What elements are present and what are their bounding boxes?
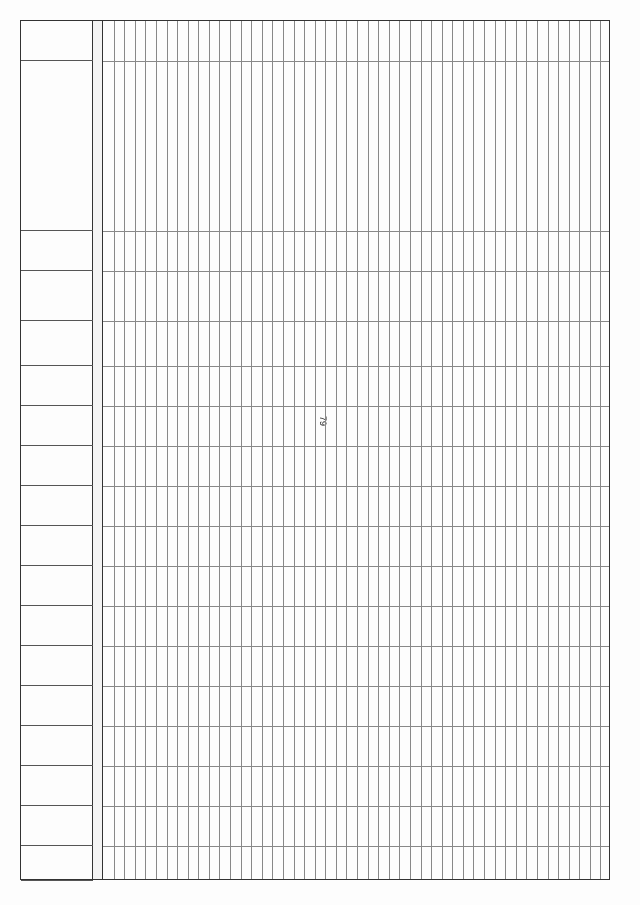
header-cell — [21, 406, 93, 446]
table-column-divider — [103, 566, 609, 567]
header-cell — [21, 766, 93, 806]
table-row-divider — [463, 21, 464, 879]
table-column-divider — [103, 806, 609, 807]
table-row-divider — [590, 21, 591, 879]
table-row-divider — [600, 21, 601, 879]
table-row-divider — [219, 21, 220, 879]
table-row-divider — [452, 21, 453, 879]
header-cell — [21, 231, 93, 271]
table-column-divider — [103, 486, 609, 487]
header-cell — [21, 846, 93, 881]
table-row-divider — [357, 21, 358, 879]
table-row-divider — [283, 21, 284, 879]
table-row-divider — [389, 21, 390, 879]
table-row-divider — [251, 21, 252, 879]
table-row-divider — [495, 21, 496, 879]
table-row-divider — [399, 21, 400, 879]
table-column-divider — [103, 61, 609, 62]
page-number: 79 — [318, 415, 329, 427]
table-row-divider — [526, 21, 527, 879]
header-cell — [21, 726, 93, 766]
table-row-divider — [537, 21, 538, 879]
table-row-divider — [346, 21, 347, 879]
table-row-divider — [272, 21, 273, 879]
table-column-divider — [103, 846, 609, 847]
header-cell — [21, 271, 93, 321]
table-row-divider — [198, 21, 199, 879]
table-row-divider — [505, 21, 506, 879]
table-row-divider — [124, 21, 125, 879]
header-cell — [21, 321, 93, 366]
table-row-divider — [188, 21, 189, 879]
header-cell — [21, 646, 93, 686]
table-column-divider — [103, 321, 609, 322]
table-row-divider — [378, 21, 379, 879]
table-row-divider — [410, 21, 411, 879]
table-column-divider — [103, 406, 609, 407]
table-column-divider — [103, 366, 609, 367]
table-row-divider — [548, 21, 549, 879]
table-row-divider — [473, 21, 474, 879]
header-cell — [21, 21, 93, 61]
table-row-divider — [114, 21, 115, 879]
table-column-divider — [103, 646, 609, 647]
header-cell — [21, 526, 93, 566]
header-cell — [21, 446, 93, 486]
header-cell — [21, 606, 93, 646]
table-column-divider — [103, 766, 609, 767]
table-row-divider — [569, 21, 570, 879]
table-body — [103, 21, 609, 879]
table-column-divider — [103, 726, 609, 727]
table-row-divider — [315, 21, 316, 879]
table-row-divider — [484, 21, 485, 879]
table-row-divider — [558, 21, 559, 879]
table-row-divider — [304, 21, 305, 879]
table-row-divider — [230, 21, 231, 879]
table-column-divider — [103, 271, 609, 272]
register-table — [20, 20, 610, 880]
table-row-divider — [167, 21, 168, 879]
table-column-divider — [103, 526, 609, 527]
table-column-divider — [103, 606, 609, 607]
table-column-divider — [103, 231, 609, 232]
header-cell — [21, 366, 93, 406]
table-row-divider — [421, 21, 422, 879]
table-row-divider — [336, 21, 337, 879]
table-header — [21, 21, 93, 879]
table-row-divider — [177, 21, 178, 879]
table-row-divider — [431, 21, 432, 879]
table-row-divider — [262, 21, 263, 879]
table-row-divider — [516, 21, 517, 879]
table-row-divider — [294, 21, 295, 879]
header-cell — [21, 486, 93, 526]
header-cell — [21, 686, 93, 726]
table-row-divider — [325, 21, 326, 879]
table-row-divider — [241, 21, 242, 879]
table-row-divider — [135, 21, 136, 879]
header-cell — [21, 806, 93, 846]
header-cell — [21, 566, 93, 606]
table-column-divider — [103, 686, 609, 687]
table-row-divider — [368, 21, 369, 879]
table-row-divider — [209, 21, 210, 879]
table-row-divider — [579, 21, 580, 879]
table-column-divider — [103, 446, 609, 447]
table-row-divider — [442, 21, 443, 879]
table-row-divider — [156, 21, 157, 879]
table-row-divider — [145, 21, 146, 879]
column-number-row — [93, 21, 103, 879]
header-cell — [21, 61, 93, 231]
